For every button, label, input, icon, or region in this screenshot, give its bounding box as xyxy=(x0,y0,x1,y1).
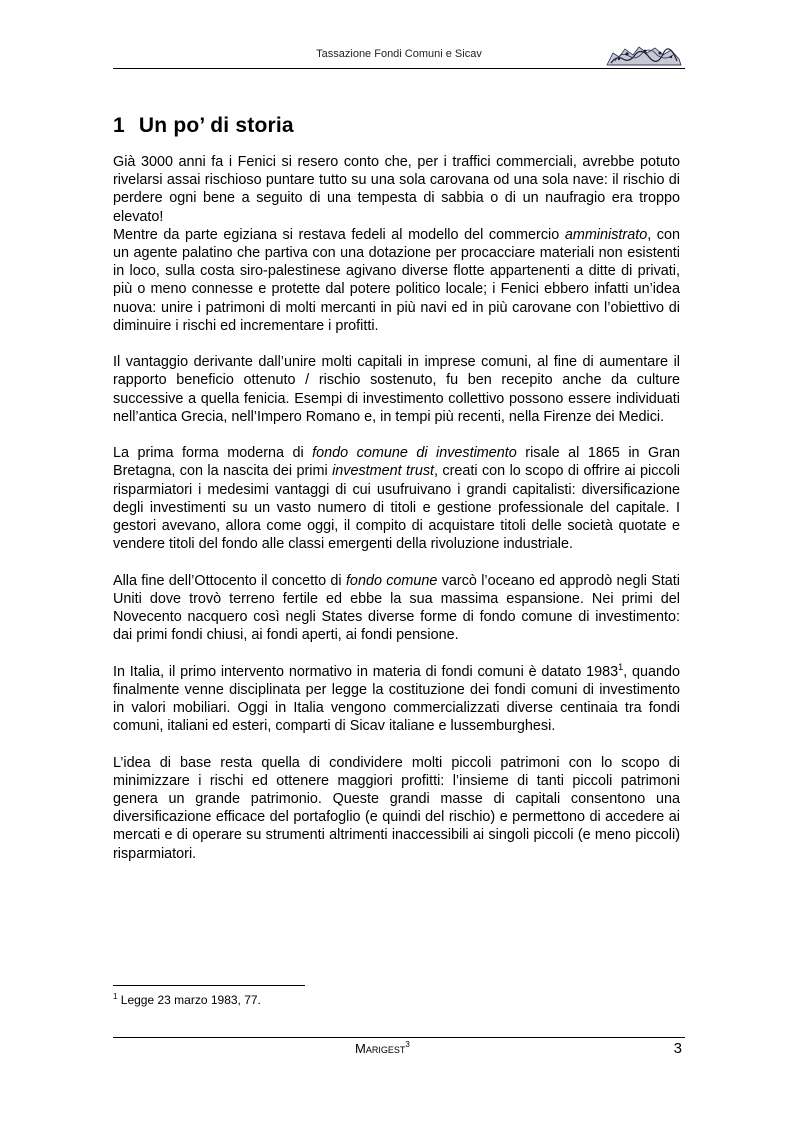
text-span: risale al 1865 in Gran Bretagna, con la nascita dei primi xyxy=(113,445,680,480)
emphasis: fondo comune xyxy=(345,572,438,589)
paragraph: L’idea di base resta quella di condividere molti piccoli patrimoni con lo scopo di minimizzare i rischi ed ottenere maggiori profitti: l’insieme di tanti piccoli patrimoni genera un grande patrimonio. Queste grandi masse di capitali consentono una diversificazione efficace del portafoglio (e quindi del rischio) e permettono di accedere ai mercati e di operare su strumenti altrimenti inaccessibili ai singoli piccoli (e meno piccoli) risparmiatori. xyxy=(113,754,680,862)
page-header xyxy=(113,40,685,69)
brand-superscript: 3 xyxy=(405,1040,410,1049)
body-text xyxy=(113,153,680,881)
emphasis: amministrato xyxy=(564,226,648,243)
text-span: La prima forma moderna di xyxy=(113,445,313,462)
paragraph xyxy=(113,226,680,335)
header-title: Tassazione Fondi Comuni e Sicav xyxy=(316,48,482,60)
footer-divider xyxy=(113,1037,685,1038)
chapter-number: 1 xyxy=(113,114,125,137)
text-span: In Italia, il primo intervento normativo in materia di fondi comuni è datato 1983 xyxy=(113,663,619,680)
paragraph xyxy=(113,572,680,645)
text-span: varcò l’oceano ed approdò negli Stati Uniti dove trovò terreno fertile ed ebbe la sua massima espansione. Nei primi del Novecento nacquero così negli States diverse forme di fondo comune di investimento: dai primi fondi chiusi, ai fondi aperti, ai fondi pensione. xyxy=(113,572,680,644)
text-span: , con un agente palatino che partiva con una dotazione per procacciare materiali non esistenti in loco, sulla costa siro-palestinese agivano diverse flotte appartenenti a ditte di privati, più o meno connesse e protette dal potere politico locale; i Fenici ebbero infatti un’idea nuova: unire i patrimoni di molti mercanti in più navi ed in più carovane con l’obiettivo di diminuire i rischi ed incrementare i profitti. xyxy=(113,226,680,334)
brand-name: Marigest xyxy=(355,1041,406,1056)
ornamental-logo-icon xyxy=(605,43,683,67)
paragraph xyxy=(113,663,680,736)
page-number: 3 xyxy=(673,1040,682,1057)
emphasis: investment trust xyxy=(332,463,435,480)
footer-brand xyxy=(355,1041,410,1056)
emphasis: fondo comune di investimento xyxy=(312,445,517,462)
footnote-reference[interactable]: 1 xyxy=(618,661,624,672)
paragraph: Il vantaggio derivante dall’unire molti capitali in imprese comuni, al fine di aumentare il rapporto beneficio ottenuto / rischio sostenuto, fu ben recepito anche da culture successive a quella fenicia. Esempi di investimento collettivo possono essere individuati nell’antica Grecia, nell’Impero Romano e, in tempi più recenti, nella Firenze dei Medici. xyxy=(113,354,680,425)
footnote-text: Legge 23 marzo 1983, 77. xyxy=(117,993,261,1007)
text-span: , quando finalmente venne disciplinata per legge la costituzione dei fondi comuni di investimento in valori mobiliari. Oggi in Italia vengono commercializzati diverse centinaia tra fondi comuni, italiani ed esteri, comparti di Sicav italiane e lussemburghesi. xyxy=(113,663,680,735)
footnote-divider xyxy=(113,985,305,986)
paragraph: Già 3000 anni fa i Fenici si resero conto che, per i traffici commerciali, avrebbe potuto rivelarsi assai rischioso puntare tutto su una sola carovana od una sola nave: il rischio di perdere ogni bene a seguito di una tempesta di sabbia o di un naufragio era troppo elevato! xyxy=(113,154,680,225)
text-span: Mentre da parte egiziana si restava fedeli al modello del commercio xyxy=(113,226,565,243)
text-span: Alla fine dell’Ottocento il concetto di xyxy=(113,572,346,589)
chapter-heading xyxy=(113,114,294,138)
footnote xyxy=(113,992,261,1008)
text-span: , creati con lo scopo di offrire ai piccoli risparmiatori i medesimi vantaggi di cui usufruivano i grandi capitalisti: diversificazione degli investimenti su un vasto numero di titoli e gestione professionale del capitale. I gestori avevano, allora come oggi, il compito di acquistare titoli delle società quotate e vendere titoli del fondo alle classi emergenti della rivoluzione industriale. xyxy=(113,463,680,553)
footnote-mark: 1 xyxy=(113,992,118,1001)
chapter-title: Un po’ di storia xyxy=(138,114,294,137)
paragraph xyxy=(113,444,680,553)
